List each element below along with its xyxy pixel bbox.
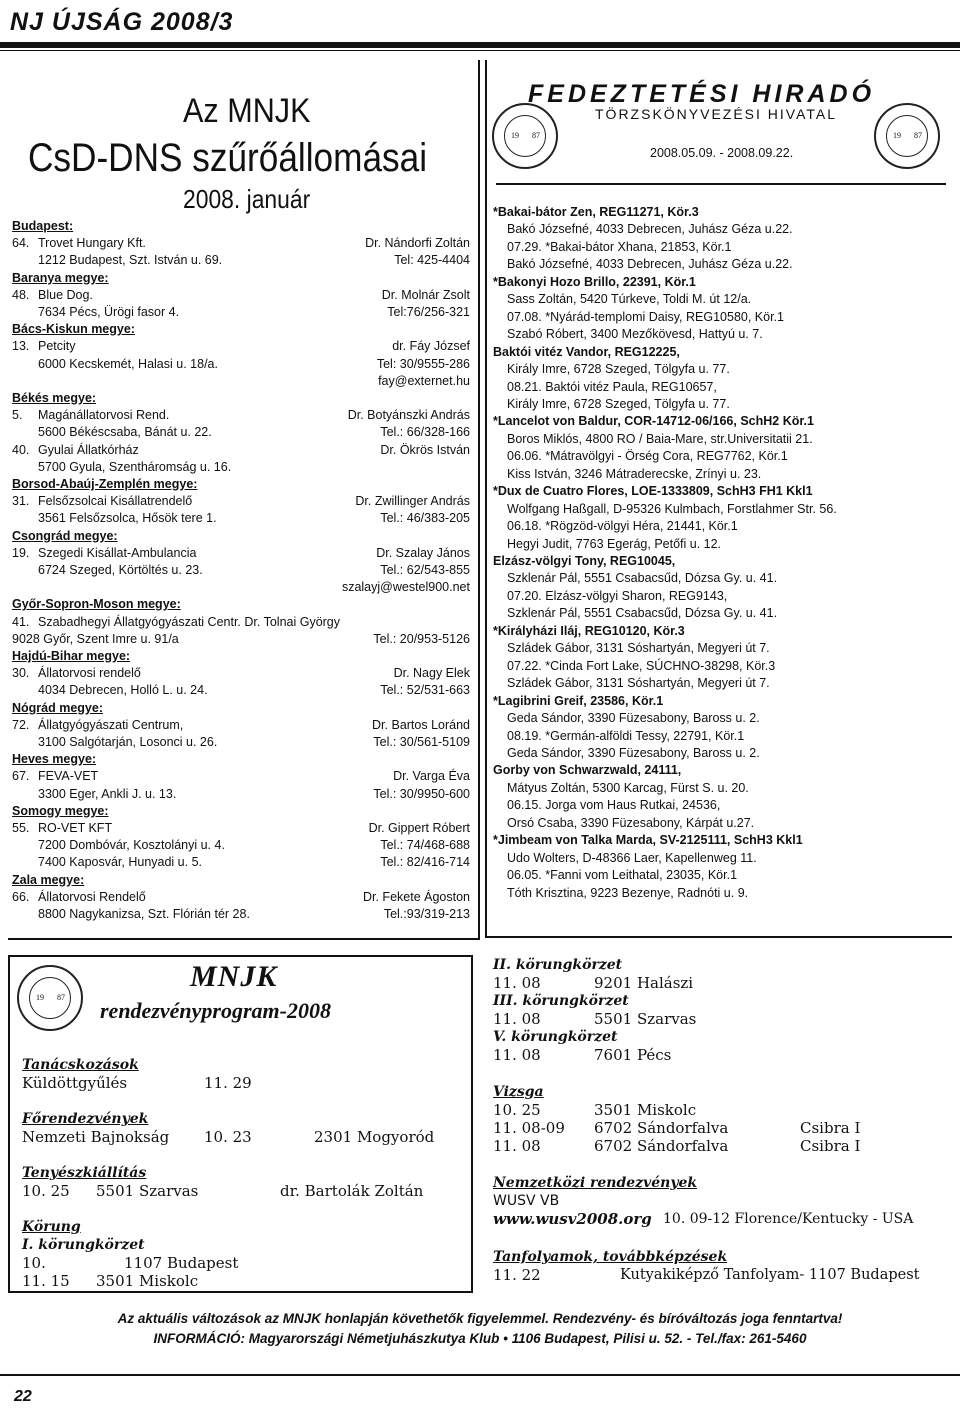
station-name: 8800 Nagykanizsa, Szt. Flórián tér 28.	[38, 907, 250, 921]
breeding-detail: Kiss István, 3246 Mátraderecske, Zrínyi u. 23.	[507, 466, 762, 481]
k5-place: 7601 Pécs	[594, 1046, 672, 1064]
station-name: Szegedi Kisállat-Ambulancia	[38, 545, 197, 560]
station-number: 40.	[12, 442, 30, 457]
station-name: Állatorvosi rendelő	[38, 666, 141, 681]
station-contact: Tel: 425-4404	[394, 253, 470, 268]
station-contact: Dr. Nagy Elek	[393, 666, 470, 681]
station-name: 4034 Debrecen, Holló L. u. 24.	[38, 683, 208, 698]
breeding-detail: Király Imre, 6728 Szeged, Tölgyfa u. 77.	[507, 396, 730, 411]
korung-district-1: I. körungkörzet	[22, 1237, 145, 1253]
station-name: 7200 Dombóvár, Kosztolányi u. 4.	[38, 838, 225, 853]
station-name: Állatorvosi Rendelő	[38, 889, 146, 904]
stud-dog-entry: *Jimbeam von Talka Marda, SV-2125111, SchH3 Kkl1	[493, 833, 803, 848]
station-row	[12, 888, 470, 906]
station-row	[12, 836, 470, 854]
station-row	[12, 681, 470, 699]
section-vizsga-heading: Vizsga	[493, 1084, 544, 1100]
breeding-report-title: FEDEZTETÉSI HIRADÓ	[528, 80, 876, 108]
station-contact: Tel.: 52/531-663	[380, 683, 470, 698]
club-badge-right-icon	[874, 103, 940, 169]
section-tenyeszkiallitas-heading: Tenyészkiállítás	[22, 1165, 147, 1181]
station-row	[12, 372, 470, 390]
header-rule-thin	[0, 50, 960, 51]
station-name: Blue Dog.	[38, 287, 93, 302]
station-contact: Tel.: 30/561-5109	[373, 735, 470, 749]
korung-district-3: III. körungkörzet	[493, 993, 629, 1009]
station-row	[12, 767, 470, 785]
station-name: 7400 Kaposvár, Hunyadi u. 5.	[38, 855, 203, 870]
breeding-detail: Szklenár Pál, 5551 Csabacsűd, Dózsa Gy. u. 41.	[507, 571, 778, 586]
station-name: 3561 Felsőzsolca, Hősök tere 1.	[38, 511, 217, 526]
program-title: MNJK	[190, 960, 278, 993]
breeding-detail: 06.06. *Mátravölgyi - Örség Cora, REG7762, Kör.1	[507, 449, 788, 464]
station-name: RO-VET KFT	[38, 821, 113, 835]
left-title-line3: 2008. január	[183, 184, 311, 214]
k3-place: 5501 Szarvas	[594, 1010, 697, 1028]
tanf-desc: Kutyakiképző Tanfolyam- 1107 Budapest	[620, 1267, 920, 1283]
fo-place: 2301 Mogyoród	[314, 1128, 435, 1146]
stud-dog-entry: *Lancelot von Baldur, COR-14712-06/166, SchH2 Kör.1	[493, 414, 814, 429]
vizsga-row-2-place: 6702 Sándorfalva	[594, 1119, 729, 1137]
breeding-detail: 08.19. *Germán-alföldi Tessy, 22791, Kör.1	[507, 728, 745, 743]
region-heading: Nógrád megye:	[12, 700, 103, 715]
station-number: 48.	[12, 287, 30, 302]
station-row	[12, 492, 470, 510]
station-contact: Tel:76/256-321	[387, 305, 470, 319]
station-name: Trovet Hungary Kft.	[38, 236, 146, 251]
station-name: Magánállatorvosi Rend.	[38, 408, 170, 423]
breeding-detail: 07.22. *Cinda Fort Lake, SÚCHNO-38298, Kör.3	[507, 658, 776, 673]
station-row	[12, 286, 470, 304]
station-name: 1212 Budapest, Szt. István u. 69.	[38, 253, 223, 268]
breeding-report-rule	[496, 183, 946, 185]
breeding-detail: 08.21. Baktói vitéz Paula, REG10657,	[507, 379, 717, 394]
station-contact: Tel.: 62/543-855	[380, 563, 470, 577]
station-contact: Tel.: 30/9950-600	[373, 786, 470, 801]
section-tanacskozasok-heading: Tanácskozások	[22, 1057, 139, 1073]
footer-notice: Az aktuális változások az MNJK honlapján követhetők figyelemmel. Rendezvény- és bíróváltozás joga fenntartva!	[117, 1311, 843, 1326]
breeding-report-subtitle: TÖRZSKÖNYVEZÉSI HIVATAL	[595, 106, 838, 122]
station-number: 31.	[12, 494, 30, 509]
breeding-detail: Bakó Józsefné, 4033 Debrecen, Juhász Géza u.22.	[507, 222, 793, 237]
teny-place: 5501 Szarvas	[96, 1182, 199, 1200]
breeding-detail: Geda Sándor, 3390 Füzesabony, Baross u. 2.	[507, 711, 760, 726]
station-row	[12, 785, 470, 803]
badge-year-right: 87	[914, 131, 922, 140]
station-name: 5600 Békéscsaba, Bánát u. 22.	[38, 425, 212, 440]
teny-judge: dr. Bartolák Zoltán	[280, 1182, 424, 1200]
tanf-date: 11. 22	[493, 1266, 541, 1284]
station-row	[12, 544, 470, 562]
nemz-line-1: WUSV VB	[493, 1193, 560, 1209]
korung-row-2-date: 11. 15	[22, 1272, 70, 1290]
breeding-detail: 06.15. Jorga vom Haus Rutkai, 24536,	[507, 798, 721, 813]
korung-district-2: II. körungkörzet	[493, 957, 623, 973]
station-row	[12, 337, 470, 355]
teny-date: 10. 25	[22, 1182, 70, 1200]
korung-row-2-place: 3501 Miskolc	[96, 1272, 199, 1290]
station-contact[interactable]: szalayj@westel900.net	[341, 580, 470, 595]
vizsga-row-1-date: 10. 25	[493, 1101, 541, 1119]
station-name: FEVA-VET	[38, 769, 99, 784]
newsletter-header-title: NJ ÚJSÁG 2008/3	[10, 8, 234, 36]
region-heading: Heves megye:	[12, 752, 97, 767]
tanacs-name: Küldöttgyűlés	[22, 1074, 128, 1092]
region-heading: Bács-Kiskun megye:	[12, 322, 135, 337]
station-row	[12, 630, 470, 648]
station-contact: Dr. Molnár Zsolt	[381, 287, 470, 302]
club-badge-program-icon	[17, 965, 83, 1031]
section-nemzetkozi-heading: Nemzetközi rendezvények	[493, 1175, 698, 1191]
breeding-detail: Szládek Gábor, 3131 Sóshartyán, Megyeri út 7.	[507, 641, 770, 656]
station-name: 6000 Kecskemét, Halasi u. 18/a.	[38, 356, 218, 371]
station-contact: Tel.: 20/953-5126	[373, 631, 470, 646]
station-row	[12, 251, 470, 269]
breeding-detail: 07.29. *Bakai-bátor Xhana, 21853, Kör.1	[507, 239, 732, 254]
station-contact: Tel: 30/9555-286	[376, 356, 470, 371]
region-heading: Hajdú-Bihar megye:	[12, 649, 131, 663]
badge-year-right: 87	[532, 131, 540, 140]
breeding-detail: Szklenár Pál, 5551 Csabacsűd, Dózsa Gy. u. 41.	[507, 606, 778, 621]
breeding-detail: 07.20. Elzász-völgyi Sharon, REG9143,	[507, 588, 728, 603]
station-contact: Dr. Gippert Róbert	[368, 821, 470, 835]
badge-year-left: 19	[36, 993, 44, 1002]
station-name: 6724 Szeged, Körtöltés u. 23.	[38, 563, 203, 577]
vizsga-row-2-judge: Csibra I	[800, 1119, 861, 1137]
korung-district-5: V. körungkörzet	[493, 1029, 618, 1045]
stud-dog-entry: *Királyházi Iláj, REG10120, Kör.3	[493, 623, 685, 638]
station-name: 7634 Pécs, Ürögi fasor 4.	[38, 305, 180, 319]
station-row	[12, 441, 470, 459]
station-contact: Tel.:93/319-213	[383, 907, 470, 921]
station-row	[12, 406, 470, 424]
vizsga-row-3-judge: Csibra I	[800, 1137, 861, 1155]
breeding-detail: Tóth Krisztina, 9223 Bezenye, Radnóti u. 9.	[507, 885, 749, 900]
k3-date: 11. 08	[493, 1010, 541, 1028]
station-row	[12, 458, 470, 476]
station-contact: Dr. Nándorfi Zoltán	[365, 236, 470, 251]
station-contact: Dr. Varga Éva	[393, 769, 470, 784]
breeding-detail: Hegyi Judit, 7763 Egerág, Petőfi u. 12.	[507, 536, 722, 551]
station-number: 41.	[12, 614, 30, 629]
station-name: 3100 Salgótarján, Losonci u. 26.	[38, 735, 218, 749]
section-tanfolyamok-heading: Tanfolyamok, továbbképzések	[493, 1249, 728, 1265]
breeding-detail: Szládek Gábor, 3131 Sóshartyán, Megyeri út 7.	[507, 676, 770, 691]
section-forendezvenyek-heading: Főrendezvények	[22, 1111, 149, 1127]
breeding-detail: Boros Miklós, 4800 RO / Baia-Mare, str.Universitatii 21.	[507, 431, 813, 446]
header-rule	[0, 42, 960, 48]
station-contact[interactable]: fay@externet.hu	[378, 373, 470, 388]
station-contact: dr. Fáy József	[392, 339, 470, 354]
k2-place: 9201 Halászi	[594, 974, 694, 992]
station-contact: Dr. Ökrös István	[380, 442, 470, 457]
station-number: 55.	[12, 821, 30, 835]
station-number: 72.	[12, 717, 30, 732]
breeding-detail: 06.18. *Rögzöd-völgyi Héra, 21441, Kör.1	[507, 519, 738, 534]
breeding-detail: Bakó Józsefné, 4033 Debrecen, Juhász Géza u.22.	[507, 257, 793, 272]
program-subtitle: rendezvényprogram-2008	[100, 998, 331, 1023]
station-row	[12, 716, 470, 734]
station-row	[12, 509, 470, 527]
breeding-detail: Sass Zoltán, 5420 Túrkeve, Toldi M. út 12/a.	[507, 292, 752, 307]
stud-dog-entry: *Bakai-bátor Zen, REG11271, Kör.3	[493, 205, 699, 219]
stud-dog-entry: Elzász-völgyi Tony, REG10045,	[493, 554, 676, 568]
fo-date: 10. 23	[204, 1128, 252, 1146]
k5-date: 11. 08	[493, 1046, 541, 1064]
station-contact: Dr. Fekete Ágoston	[362, 889, 470, 904]
vizsga-row-1-place: 3501 Miskolc	[594, 1101, 697, 1119]
k2-date: 11. 08	[493, 974, 541, 992]
station-name: Felsőzsolcai Kisállatrendelő	[38, 494, 193, 509]
station-row	[12, 853, 470, 871]
station-row	[12, 234, 470, 252]
breeding-detail: 07.08. *Nyárád-templomi Daisy, REG10580, Kör.1	[507, 309, 784, 324]
tanacs-date: 11. 29	[204, 1074, 252, 1092]
breeding-detail: Mátyus Zoltán, 5300 Karcag, Fürst S. u. 20.	[507, 780, 749, 795]
left-title-line1: Az MNJK	[183, 92, 311, 130]
station-name: 3300 Eger, Ankli J. u. 13.	[38, 786, 177, 801]
region-heading: Somogy megye:	[12, 803, 109, 818]
station-row	[12, 423, 470, 441]
region-heading: Baranya megye:	[12, 270, 109, 285]
club-badge-left-icon	[492, 103, 558, 169]
region-heading: Békés megye:	[12, 391, 97, 405]
station-row	[12, 819, 470, 837]
korung-row-1-date: 10.	[22, 1254, 46, 1272]
station-number: 67.	[12, 769, 30, 784]
badge-year-left: 19	[511, 131, 519, 140]
station-row	[12, 355, 470, 373]
station-row	[12, 905, 470, 923]
breeding-report-dates: 2008.05.09. - 2008.09.22.	[650, 146, 794, 160]
badge-year-left: 19	[893, 131, 901, 140]
station-name: Szabadhegyi Állatgyógyászati Centr. Dr. Tolnai György	[38, 614, 341, 629]
stud-dog-entry: Baktói vitéz Vandor, REG12225,	[493, 344, 680, 359]
station-contact: Tel.: 66/328-166	[380, 425, 470, 440]
station-row	[12, 561, 470, 579]
station-number: 13.	[12, 339, 30, 354]
breeding-detail: Geda Sándor, 3390 Füzesabony, Baross u. 2.	[507, 745, 760, 760]
nemz-line-2: 10. 09-12 Florence/Kentucky - USA	[663, 1211, 914, 1227]
page-rule	[0, 1374, 960, 1376]
station-row	[12, 733, 470, 751]
station-contact: Dr. Szalay János	[376, 545, 470, 560]
station-number: 30.	[12, 666, 30, 681]
vizsga-row-2-date: 11. 08-09	[493, 1119, 565, 1137]
footer-contact: INFORMÁCIÓ: Magyarországi Németjuhászkutya Klub • 1106 Budapest, Pilisi u. 52. - Tel./fax: 261-5460	[153, 1331, 807, 1346]
station-row	[12, 613, 470, 631]
station-contact: Tel.: 82/416-714	[380, 855, 470, 870]
korung-row-1-place: 1107 Budapest	[124, 1254, 239, 1272]
station-contact: Dr. Zwillinger András	[355, 494, 470, 509]
vizsga-row-3-date: 11. 08	[493, 1137, 541, 1155]
page-number: 22	[14, 1388, 32, 1405]
stud-dog-entry: *Bakonyi Hozo Brillo, 22391, Kör.1	[493, 274, 696, 289]
breeding-detail: Udo Wolters, D-48366 Laer, Kapellenweg 11.	[507, 850, 757, 865]
station-name: Petcity	[38, 339, 76, 354]
region-heading: Csongrád megye:	[12, 528, 118, 543]
wusv-link[interactable]: www.wusv2008.org	[493, 1210, 652, 1228]
breeding-detail: Szabó Róbert, 3400 Mezőkövesd, Hattyú u. 7.	[507, 327, 763, 342]
region-heading: Budapest:	[12, 219, 74, 233]
stud-dog-entry: *Dux de Cuatro Flores, LOE-1333809, SchH3 FH1 Kkl1	[493, 484, 813, 499]
station-name: Gyulai Állatkórház	[38, 442, 139, 457]
stud-dog-entry: *Lagibrini Greif, 23586, Kör.1	[493, 693, 664, 708]
breeding-detail: 06.05. *Fanni vom Leithatal, 23035, Kör.1	[507, 868, 738, 883]
station-row	[12, 664, 470, 682]
breeding-detail: Orsó Csaba, 3390 Füzesabony, Kárpát u.27.	[507, 815, 755, 830]
station-name: 5700 Gyula, Szentháromság u. 16.	[38, 459, 232, 474]
station-name: Állatgyógyászati Centrum,	[38, 717, 184, 732]
station-contact: Tel.: 74/468-688	[380, 838, 470, 853]
vizsga-row-3-place: 6702 Sándorfalva	[594, 1137, 729, 1155]
station-number: 19.	[12, 545, 30, 560]
station-number: 5.	[12, 408, 23, 423]
station-number: 64.	[12, 236, 30, 251]
section-korung-heading: Körung	[22, 1219, 81, 1235]
station-contact: Dr. Bartos Loránd	[372, 717, 470, 732]
station-address: 9028 Győr, Szent Imre u. 91/a	[12, 631, 179, 646]
station-row	[12, 303, 470, 321]
left-title-line2: CsD-DNS szűrőállomásai	[28, 136, 428, 180]
badge-year-right: 87	[57, 993, 65, 1002]
region-heading: Zala megye:	[12, 872, 85, 887]
station-row	[12, 578, 470, 596]
breeding-detail: Király Imre, 6728 Szeged, Tölgyfa u. 77.	[507, 362, 730, 377]
breeding-detail: Wolfgang Haßgall, D-95326 Kulmbach, Forstlahmer Str. 56.	[507, 501, 837, 516]
fo-name: Nemzeti Bajnokság	[22, 1128, 170, 1146]
stud-dog-entry: Gorby von Schwarzwald, 24111,	[493, 763, 682, 778]
station-contact: Tel.: 46/383-205	[380, 511, 470, 526]
region-heading: Borsod-Abaúj-Zemplén megye:	[12, 477, 198, 491]
station-contact: Dr. Botyánszki András	[347, 408, 470, 423]
station-number: 66.	[12, 889, 30, 904]
region-heading: Győr-Sopron-Moson megye:	[12, 597, 181, 612]
